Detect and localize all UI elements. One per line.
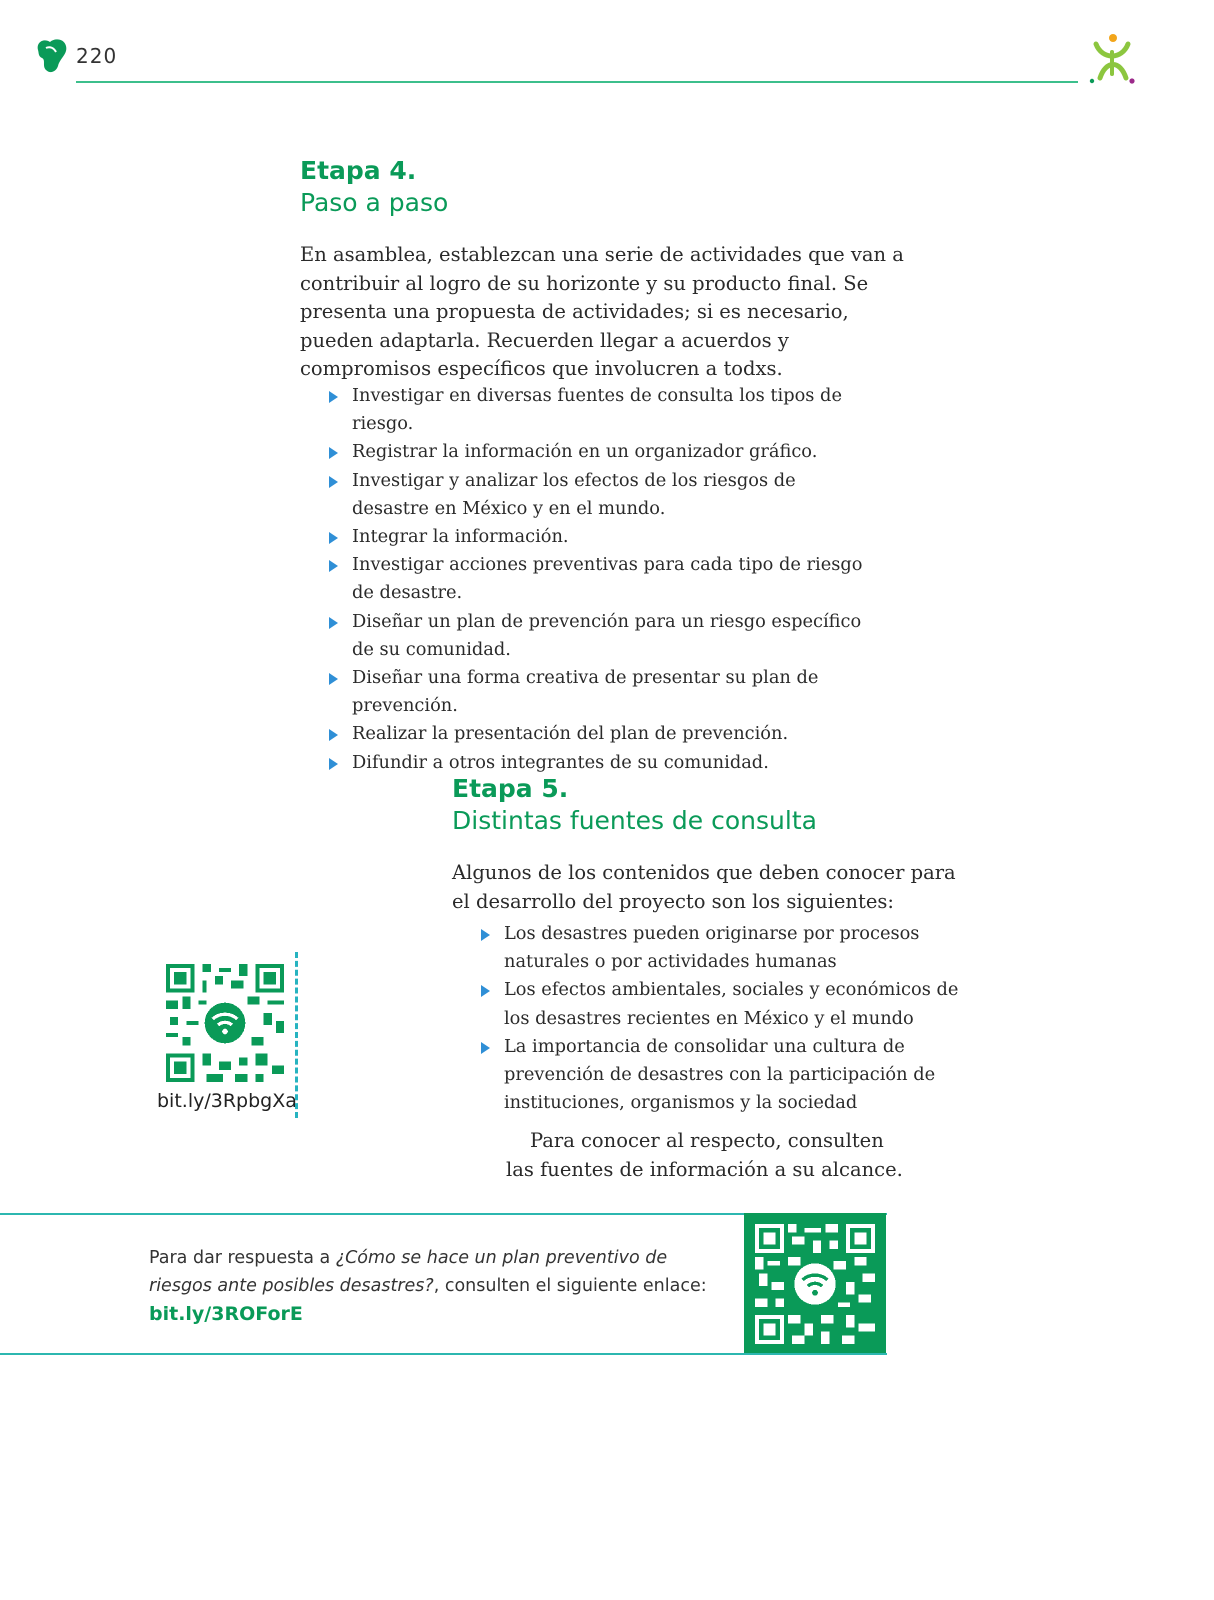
qr-code-icon[interactable] (755, 1224, 875, 1344)
list-item: Investigar acciones preventivas para cada tipo de riesgo de desastre. (326, 551, 872, 607)
bullet-arrow-icon (329, 729, 338, 741)
book-logo-icon (34, 36, 70, 76)
bullet-arrow-icon (329, 758, 338, 770)
bullet-arrow-icon (329, 447, 338, 459)
bullet-arrow-icon (329, 617, 338, 629)
bullet-arrow-icon (329, 391, 338, 403)
list-item: Diseñar una forma creativa de presentar su plan de prevención. (326, 664, 906, 720)
bullet-arrow-icon (481, 1042, 490, 1054)
etapa5-subtitle: Distintas fuentes de consulta (452, 806, 817, 835)
list-item: Investigar en diversas fuentes de consulta los tipos de riesgo. (326, 382, 906, 438)
qr-link-label[interactable]: bit.ly/3RpbgXa (157, 1090, 297, 1112)
list-item: Registrar la información en un organizador gráfico. (326, 438, 906, 466)
list-item: Difundir a otros integrantes de su comunidad. (326, 749, 906, 777)
list-item: La importancia de consolidar una cultura de prevención de desastres con la participación de instituciones, organismos y la sociedad (478, 1033, 944, 1118)
etapa4-subtitle: Paso a paso (300, 188, 449, 217)
list-item: Integrar la información. (326, 523, 906, 551)
bullet-arrow-icon (329, 560, 338, 572)
etapa4-intro: En asamblea, establezcan una serie de actividades que van a contribuir al logro de su horizonte y su producto final. Se presenta una propuesta de actividades; si es necesario, pueden adaptarla. Recuerden llegar a acuerdos y compromisos específicos que involucren a todxs. (300, 243, 904, 380)
list-item: Diseñar un plan de prevención para un riesgo específico de su comunidad. (326, 608, 887, 664)
dashed-divider (295, 952, 298, 1118)
etapa5-closing: Para conocer al respecto, consulten las fuentes de información a su alcance. (506, 1129, 903, 1181)
banner-text: Para dar respuesta a ¿Cómo se hace un plan preventivo de riesgos ante posibles desastres?, consulten el siguiente enlace: bit.ly/3ROForE (149, 1248, 707, 1325)
list-item: Los desastres pueden originarse por procesos naturales o por actividades humanas (478, 920, 978, 976)
banner-bottom-rule (0, 1353, 887, 1355)
bullet-arrow-icon (329, 476, 338, 488)
bullet-arrow-icon (481, 929, 490, 941)
header-rule (76, 81, 1078, 83)
etapa5-intro: Algunos de los contenidos que deben conocer para el desarrollo del proyecto son los siguientes: (452, 861, 956, 913)
bullet-arrow-icon (481, 985, 490, 997)
banner-qr-panel (744, 1213, 886, 1355)
etapa5-title: Etapa 5. (452, 774, 569, 803)
banner-link[interactable]: bit.ly/3ROForE (149, 1303, 303, 1325)
etapa4-activity-list (326, 382, 906, 777)
etapa5-content-list (478, 920, 978, 1117)
bullet-arrow-icon (329, 673, 338, 685)
etapa4-title: Etapa 4. (300, 156, 417, 185)
page-number: 220 (76, 44, 118, 68)
bullet-arrow-icon (329, 532, 338, 544)
list-item: Los efectos ambientales, sociales y económicos de los desastres recientes en México y el mundo (478, 976, 978, 1032)
qr-code-icon[interactable] (166, 964, 284, 1082)
series-logo-icon (1086, 30, 1138, 86)
list-item: Investigar y analizar los efectos de los riesgos de desastre en México y en el mundo. (326, 467, 872, 523)
list-item: Realizar la presentación del plan de prevención. (326, 720, 906, 748)
